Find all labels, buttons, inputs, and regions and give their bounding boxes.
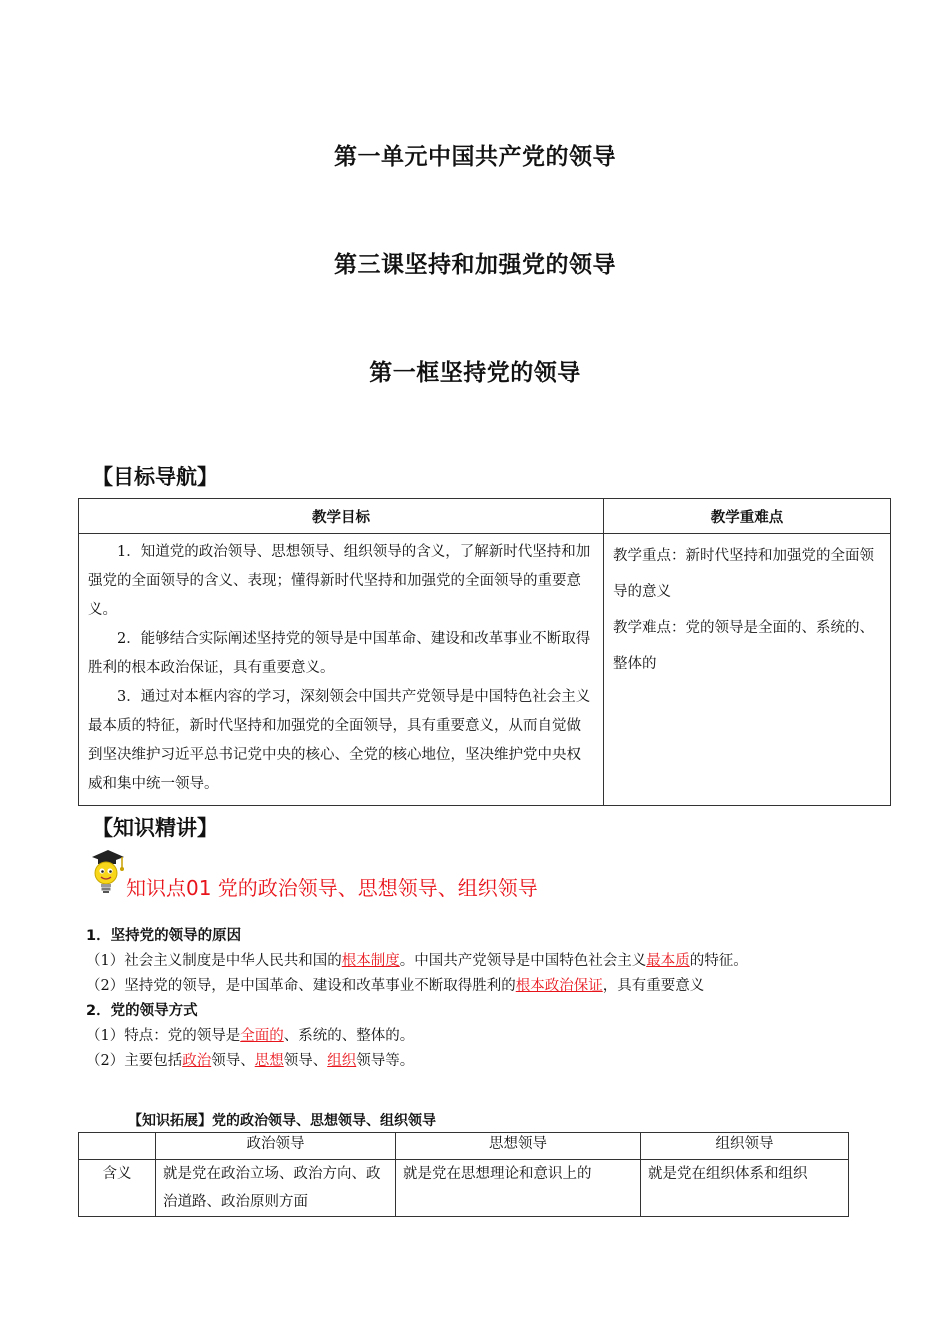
knowledge-heading: 【知识精讲】 <box>92 816 218 840</box>
section-1-line-1 <box>86 949 906 974</box>
text-span: 领导、 <box>283 1053 328 1069</box>
section-2-line-2 <box>86 1049 906 1074</box>
ext-cell: 就是党在组织体系和组织 <box>641 1160 849 1217</box>
text-span: （2）主要包括 <box>86 1053 183 1069</box>
knowledge-body <box>86 924 906 1074</box>
goal-item: 3．通过对本框内容的学习，深刻领会中国共产党领导是中国特色社会主义最本质的特征，新时代坚持和加强党的全面领导，具有重要意义，从而自觉做到坚决维护习近平总书记党中央的核心、全党的核心地位，坚决维护党中央权威和集中统一领导。 <box>88 689 591 792</box>
extension-table <box>78 1132 849 1217</box>
text-span: 领导、 <box>211 1053 255 1069</box>
lesson-title: 第三课坚持和加强党的领导 <box>334 252 616 278</box>
text-span: （2）坚持党的领导，是中国革命、建设和改革事业不断取得胜利的 <box>86 978 516 994</box>
keyword-fundamental-system: 根本制度 <box>341 953 400 969</box>
text-span: ，具有重要意义 <box>602 978 705 994</box>
goals-col-header: 教学目标 <box>79 499 604 534</box>
section-1-line-2 <box>86 974 906 999</box>
goal-nav-heading: 【目标导航】 <box>92 465 218 489</box>
keyword-most-essential: 最本质 <box>646 953 690 969</box>
text-span: 的特征。 <box>689 953 748 969</box>
unit-title: 第一单元中国共产党的领导 <box>334 144 616 170</box>
ext-cell: 就是党在思想理论和意识上的 <box>396 1160 641 1217</box>
goal-item: 1．知道党的政治领导、思想领导、组织领导的含义，了解新时代坚持和加强党的全面领导的含义、表现；懂得新时代坚持和加强党的全面领导的重要意义。 <box>88 544 591 618</box>
ext-row-label: 含义 <box>79 1160 156 1217</box>
text-span: （1）社会主义制度是中华人民共和国的 <box>86 953 342 969</box>
section-2-line-1 <box>86 1024 906 1049</box>
ext-header-cell <box>79 1133 156 1160</box>
text-span: 。中国共产党领导是中国特色社会主义 <box>399 953 647 969</box>
key-points-cell <box>604 534 891 806</box>
ext-cell: 就是党在政治立场、政治方向、政治道路、政治原则方面 <box>156 1160 396 1217</box>
keyword-organizational: 组织 <box>327 1053 357 1069</box>
goals-cell <box>79 534 604 806</box>
text-span: 领导等。 <box>356 1053 415 1069</box>
goal-item: 2．能够结合实际阐述坚持党的领导是中国革命、建设和改革事业不断取得胜利的根本政治保证，具有重要意义。 <box>88 631 591 676</box>
key-points-col-header: 教学重难点 <box>604 499 891 534</box>
ext-header-cell: 组织领导 <box>641 1133 849 1160</box>
difficult-point: 教学难点：党的领导是全面的、系统的、整体的 <box>613 620 874 672</box>
keyword-political: 政治 <box>182 1053 212 1069</box>
section-1-heading: 1．坚持党的领导的原因 <box>86 928 242 944</box>
keyword-comprehensive: 全面的 <box>240 1028 284 1044</box>
keyword-political-guarantee: 根本政治保证 <box>515 978 603 994</box>
frame-title: 第一框坚持党的领导 <box>369 360 581 386</box>
goals-table <box>78 498 891 806</box>
knowledge-point-title: 知识点01 党的政治领导、思想领导、组织领导 <box>126 876 538 900</box>
text-span: 、系统的、整体的。 <box>283 1028 415 1044</box>
key-point: 教学重点：新时代坚持和加强党的全面领导的意义 <box>613 548 874 600</box>
ext-header-cell: 思想领导 <box>396 1133 641 1160</box>
keyword-ideological: 思想 <box>254 1053 284 1069</box>
scholar-lightbulb-icon <box>86 848 126 896</box>
ext-header-cell: 政治领导 <box>156 1133 396 1160</box>
extension-caption: 【知识拓展】党的政治领导、思想领导、组织领导 <box>128 1113 436 1129</box>
text-span: （1）特点：党的领导是 <box>86 1028 241 1044</box>
section-2-heading: 2．党的领导方式 <box>86 1003 198 1019</box>
